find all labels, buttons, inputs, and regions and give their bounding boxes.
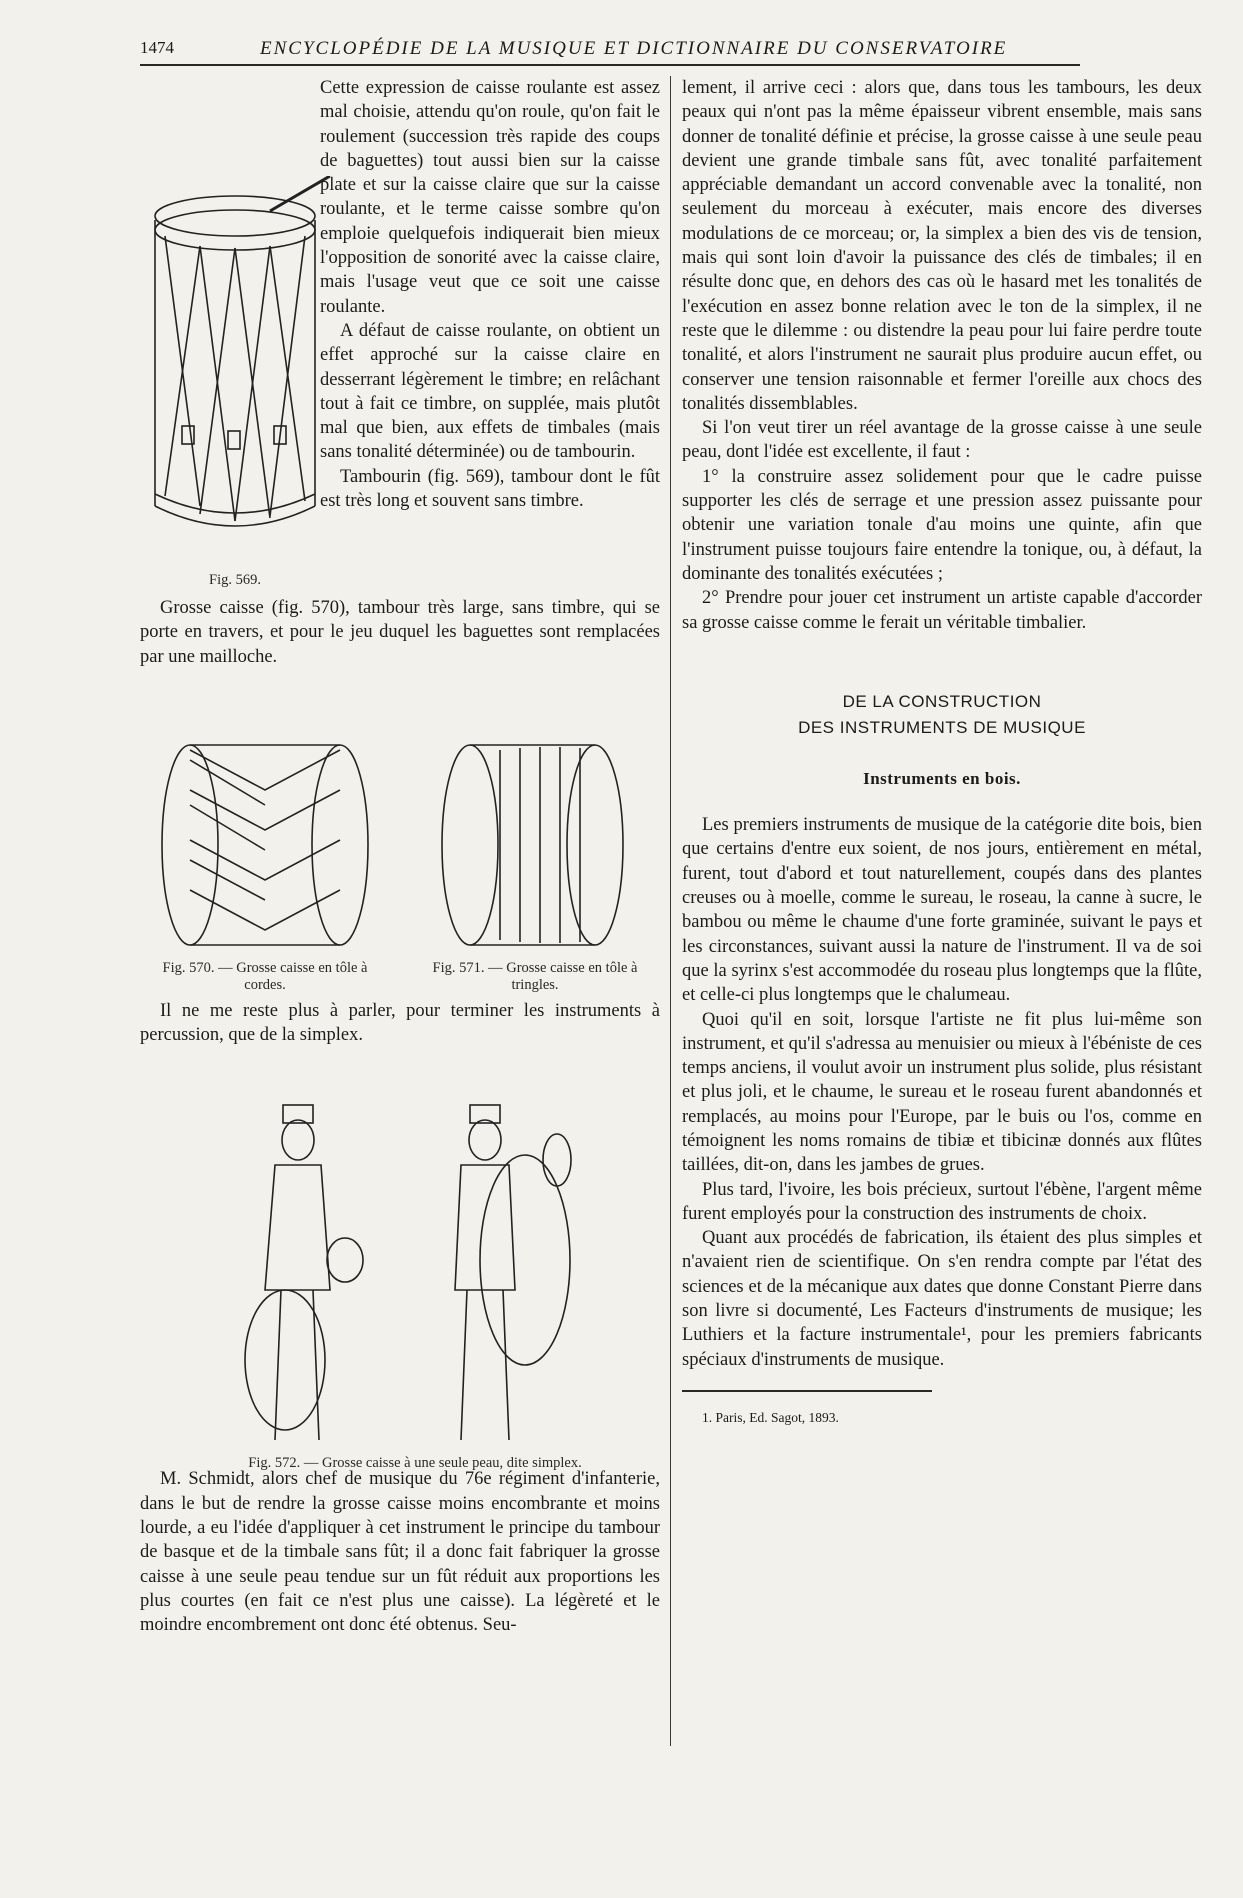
paragraph: A défaut de caisse roulante, on obtient un effet approché sur la caisse claire en desserrant légèrement le timbre; en relâchant tout à fait ce timbre, on supplée, mais plutôt mal que bien, aux effets de timbales (mais sans tonalité déterminée) ou de tambourin. — [320, 320, 660, 463]
figure-570 — [150, 730, 380, 994]
paragraph: Grosse caisse (fig. 570), tambour très large, sans timbre, qui se porte en travers, et pour le jeu duquel les baguettes sont remplacées par une mailloche. — [140, 598, 660, 667]
page-number: 1474 — [140, 38, 174, 57]
simplex-players-illustration — [215, 1100, 615, 1455]
page-header — [140, 38, 1080, 66]
paragraph: Quant aux procédés de fabrication, ils étaient des plus simples et n'avaient rien de scientifique. On s'en rendra compte par l'état des sciences et de la mécanique aux dates que donne Constant Pierre dans son livre si documenté, Les Facteurs d'instruments de musique; les Luthiers et la facture instrumentale¹, pour les premiers fabricants spéciaux d'instruments de musique. — [682, 1228, 1202, 1370]
section-title-line-1: DE LA CONSTRUCTION — [842, 691, 1042, 711]
figure-571-caption: Fig. 571. — Grosse caisse en tôle à tringles. — [432, 960, 638, 993]
right-column — [682, 76, 1202, 1430]
footnote-rule — [682, 1390, 932, 1392]
drum-illustration — [140, 176, 330, 566]
paragraph: Cette expression de caisse roulante est assez mal choisie, attendu qu'on roule, qu'on fait le roulement (succession très rapide des coups de baguettes) tout aussi bien sur la caisse plate et sur la caisse claire que sur la caisse roulante, et le terme caisse sombre qu'on emploie quelquefois indiquerait bien mieux l'opposition de sonorité avec la caisse claire, mais l'usage veut que ce soit une caisse roulante. — [320, 78, 660, 317]
paragraph: Tambourin (fig. 569), tambour dont le fût est très long et souvent sans timbre. — [320, 466, 660, 512]
running-title: ENCYCLOPÉDIE DE LA MUSIQUE ET DICTIONNAIRE DU CONSERVATOIRE — [260, 38, 1008, 59]
bass-drum-cords-illustration — [150, 730, 380, 960]
paragraph: lement, il arrive ceci : alors que, dans tous les tambours, les deux peaux qui n'ont pas la même épaisseur vibrent ensemble, mais sans donner de tonalité définie et précise, la grosse caisse à une seule peau devient une grande timbale sans fût, avec tonalité parfaitement appréciable demandant un accord convenable avec la tonalité, non seulement du morceau à exécuter, mais encore des diverses modulations de ce morceau; or, la simplex a bien des vis de tension, mais qui sont loin d'avoir la puissance des clés de timbales; il en résulte donc que, en dehors des cas où le hasard met les tonalités de l'exécution en assez bonne relation avec le ton de la simplex, il ne reste que le dilemme : ou distendre la peau pour lui faire perdre toute tonalité, et alors l'instrument ne saurait plus produire aucun effet, ou conserver une tension raisonnable et fermer l'oreille aux chocs des tonalités dissemblables. — [682, 78, 1202, 414]
figure-572 — [215, 1100, 615, 1472]
paragraph: M. Schmidt, alors chef de musique du 76e régiment d'infanterie, dans le but de rendre la grosse caisse moins encombrante et moins lourde, a eu l'idée d'appliquer à cet instrument le principe du tambour de basque et de la timbale sans fût; il a donc fait fabriquer la grosse caisse à une seule peau tendue sur un fût réduit aux proportions les plus courtes (en fait ce n'est plus une caisse). La légèreté et le moindre encombrement ont donc été obtenus. Seu- — [140, 1469, 660, 1636]
figure-569-caption: Fig. 569. — [209, 572, 261, 588]
figure-572-caption: Fig. 572. — Grosse caisse à une seule peau, dite simplex. — [248, 1455, 582, 1471]
paragraph: 2° Prendre pour jouer cet instrument un artiste capable d'accorder sa grosse caisse comme le ferait un véritable timbalier. — [682, 588, 1202, 633]
footnote: 1. Paris, Ed. Sagot, 1893. — [702, 1409, 839, 1425]
paragraph: 1° la construire assez solidement pour que le cadre puisse supporter les clés de serrage et une pression assez puissante pour obtenir une variation tonale d'au moins une quinte, afin que l'instrument puisse toujours faire entendre la tonique, ou, à défaut, la dominante des tonalités exécutées ; — [682, 466, 1202, 584]
section-title-line-2: DES INSTRUMENTS DE MUSIQUE — [798, 717, 1086, 737]
figure-569 — [140, 176, 330, 589]
paragraph: Il ne me reste plus à parler, pour terminer les instruments à percussion, que de la simplex. — [140, 1000, 660, 1046]
bass-drum-rods-illustration — [420, 730, 650, 960]
paragraph: Plus tard, l'ivoire, les bois précieux, surtout l'ébène, l'argent même furent employés pour la construction des instruments de choix. — [682, 1179, 1202, 1224]
section-title — [682, 689, 1202, 741]
column-divider — [670, 76, 671, 1746]
figure-571 — [420, 730, 650, 994]
subsection-title: Instruments en bois. — [863, 768, 1021, 788]
paragraph: Les premiers instruments de musique de la catégorie dite bois, bien que certains d'entre eux soient, de nos jours, entièrement en métal, furent, tout d'abord et tout naturellement, coupés dans des plantes creuses ou à moelle, comme le sureau, le roseau, la canne à sucre, le bambou ou même le chaume d'une forte graminée, suivant le pays et les circonstances, suivant aussi la nature de l'instrument. Il va de soi que la syrinx s'est accommodée du roseau plus longtemps que la flûte, et celle-ci plus longtemps que le chalumeau. — [682, 815, 1202, 1006]
figure-570-caption: Fig. 570. — Grosse caisse en tôle à cordes. — [162, 960, 368, 993]
paragraph: Si l'on veut tirer un réel avantage de la grosse caisse à une seule peau, dont l'idée est excellente, il faut : — [682, 418, 1202, 463]
paragraph: Quoi qu'il en soit, lorsque l'artiste ne fit plus lui-même son instrument, et qu'il s'adressa au menuisier ou mieux à l'ébéniste de ces temps anciens, il voulut avoir un instrument plus solide, plus résistant et plus joli, et le chaume, le sureau et le roseau furent abandonnés et remplacés, au moins pour l'Europe, par le buis ou l'os, comme en témoignent les noms romains de tibiæ et tibicinæ donnés aux flûtes taillées, dit-on, dans les jambes de grues. — [682, 1009, 1202, 1176]
